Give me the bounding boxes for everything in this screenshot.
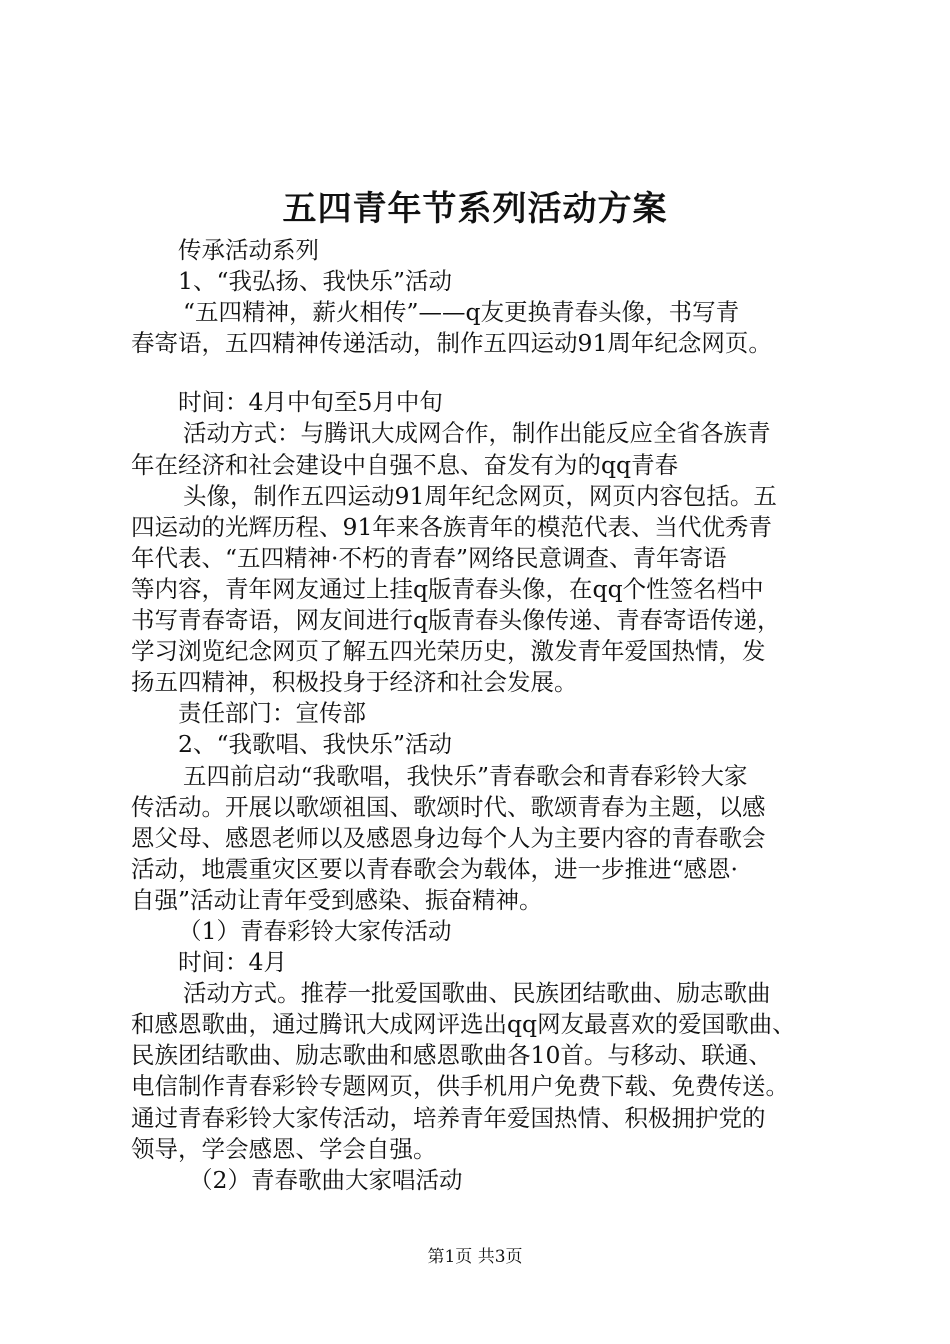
paragraph-spacer: [131, 359, 851, 387]
paragraph-line: 四运动的光辉历程、91年来各族青年的模范代表、当代优秀青: [131, 512, 772, 541]
paragraph-line: 民族团结歌曲、励志歌曲和感恩歌曲各10首。与移动、联通、: [131, 1041, 772, 1070]
paragraph-line: 年代表、“五四精神·不朽的青春”网络民意调查、青年寄语: [131, 543, 727, 572]
paragraph-line: 2、“我歌唱、我快乐”活动: [178, 730, 452, 759]
paragraph-line: 春寄语，五四精神传递活动，制作五四运动91周年纪念网页。: [131, 329, 772, 358]
paragraph-line: 五四前启动“我歌唱，我快乐”青春歌会和青春彩铃大家: [183, 761, 748, 790]
paragraph-line: 传活动。开展以歌颂祖国、歌颂时代、歌颂青春为主题，以感: [131, 792, 766, 821]
paragraph-line: 责任部门：宣传部: [178, 699, 366, 728]
paragraph-line: （1）青春彩铃大家传活动: [178, 916, 452, 945]
paragraph-line: 和感恩歌曲，通过腾讯大成网评选出qq网友最喜欢的爱国歌曲、: [131, 1010, 796, 1039]
paragraph-line: “五四精神，薪火相传”——q友更换青春头像，书写青: [183, 298, 740, 327]
paragraph-line: 自强”活动让青年受到感染、振奋精神。: [131, 885, 543, 914]
paragraph-line: 活动方式：与腾讯大成网合作，制作出能反应全省各族青: [183, 419, 771, 448]
paragraph-line: 电信制作青春彩铃专题网页，供手机用户免费下载、免费传送。: [131, 1072, 789, 1101]
paragraph-line: 活动，地震重灾区要以青春歌会为载体，进一步推进“感恩·: [131, 854, 738, 883]
paragraph-line: 恩父母、感恩老师以及感恩身边每个人为主要内容的青春歌会: [131, 823, 766, 852]
page-footer: 第1页 共3页: [427, 1247, 523, 1267]
paragraph-line: 时间：4月: [178, 948, 287, 977]
document-title: 五四青年节系列活动方案: [282, 189, 668, 229]
paragraph-line: 1、“我弘扬、我快乐”活动: [178, 267, 452, 296]
paragraph-line: 领导，学会感恩、学会自强。: [131, 1134, 437, 1163]
paragraph-line: 年在经济和社会建设中自强不息、奋发有为的qq青春: [131, 450, 679, 479]
paragraph-line: 通过青春彩铃大家传活动，培养青年爱国热情、积极拥护党的: [131, 1103, 766, 1132]
paragraph-line: 等内容，青年网友通过上挂q版青春头像，在qq个性签名档中: [131, 574, 764, 603]
document-body: [131, 235, 851, 1196]
paragraph-line: 时间：4月中旬至5月中旬: [178, 388, 443, 417]
paragraph-line: 活动方式。推荐一批爱国歌曲、民族团结歌曲、励志歌曲: [183, 979, 771, 1008]
paragraph-line: 学习浏览纪念网页了解五四光荣历史，激发青年爱国热情，发: [131, 637, 766, 666]
paragraph-line: 扬五四精神，积极投身于经济和社会发展。: [131, 668, 578, 697]
paragraph-line: 头像，制作五四运动91周年纪念网页，网页内容包括。五: [183, 481, 777, 510]
paragraph-line: 书写青春寄语，网友间进行q版青春头像传递、青春寄语传递，: [131, 606, 781, 635]
paragraph-line: 传承活动系列: [178, 236, 319, 264]
paragraph-line: （2）青春歌曲大家唱活动: [189, 1165, 463, 1194]
